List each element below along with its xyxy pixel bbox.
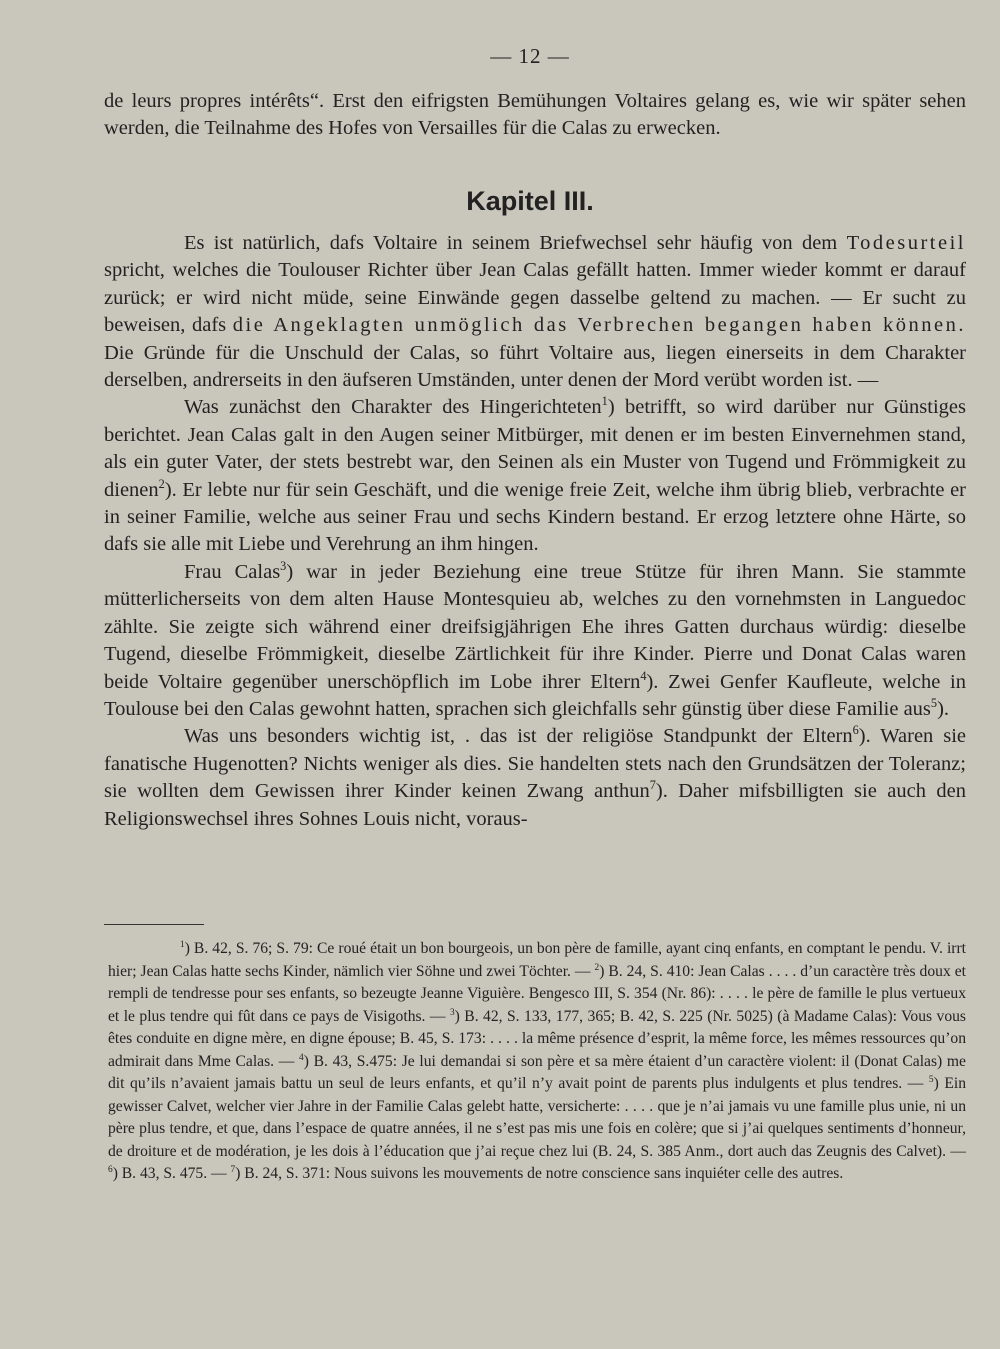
footnote-4: ) B. 43, S.475: Je lui demandai si son père et sa mère étaient d’un caractère violent: il (Donat Calas) me dit qu’ils n’avaient jamais battu un seul de leurs enfants, et qu’il n’y avait point de parents plus indulgents et plus tendres. — <box>108 1052 966 1092</box>
footnote-mark-1: 1 <box>180 939 185 950</box>
intro-text: de leurs propres intérêts“. Erst den eifrigsten Bemühungen Voltaires gelang es, wie wir später sehen werden, die Teilnahme des Hofes von Versailles für die Calas zu erwecken. <box>104 90 966 140</box>
footnote-mark-2: 2 <box>594 962 600 973</box>
footnote-ref-2: 2 <box>158 476 165 491</box>
footnote-ref-7: 7 <box>649 778 656 793</box>
p1-spaced-todesurteil: Todesurteil <box>846 232 966 254</box>
footnote-ref-3: 3 <box>280 559 287 574</box>
paragraph-1 <box>104 230 966 394</box>
intro-paragraph <box>104 88 966 143</box>
footnote-5: ) Ein gewisser Calvet, welcher vier Jahre in der Familie Calas gelebt hatte, versicherte: . . . . que je n’ai jamais vu une famille plus unie, ni un père plus tendre, et que, dans l’espace de quatre années, il ne s’est pas mis une fois en colère; que si j’ai quelques sentiments d’honneur, de droiture et de modération, je les dois à l’éducation que j’ai reçue chez lui (B. 24, S. 385 Anm., dort auch das Zeugnis des Calvet). — <box>108 1075 966 1160</box>
paragraph-2 <box>104 394 966 558</box>
page-number: — 12 — <box>490 44 570 68</box>
footnote-mark-5: 5 <box>928 1074 934 1085</box>
p1-text-c: spricht, welches die Toulouser Richter über Jean Calas gefällt hatten. Immer wieder kommt er darauf zurück; er wird nicht müde, seine Einwände gegen dasselbe geltend zu machen. — Er sucht zu beweisen, dafs <box>104 259 966 337</box>
p1-spaced-claim: die Angeklagten unmöglich das Verbrechen begangen haben können. <box>232 314 966 337</box>
footnote-mark-3: 3 <box>449 1007 455 1018</box>
p2-text-b: ) betrifft, so wird darüber nur Günstiges berichtet. Jean Calas galt in den Augen seiner Mitbürger, mit denen er im besten Einvernehmen stand, als ein guter Vater, der stets bestrebt war, den Seinen als ein Muster von Tugend und Frömmigkeit zu dienen <box>104 396 966 501</box>
footnote-ref-1: 1 <box>601 394 608 409</box>
footnote-mark-4: 4 <box>299 1052 304 1063</box>
paragraph-3 <box>104 559 966 723</box>
footnote-1: ) B. 42, S. 76; S. 79: Ce roué était un bon bourgeois, un bon père de famille, ayant cinq enfants, en comptant le pendu. V. irrt hier; Jean Calas hatte sechs Kinder, nämlich vier Söhne und zwei Töchter. — <box>108 940 966 980</box>
p1-text-a: Es ist natürlich, dafs Voltaire in seinem Briefwechsel sehr häufig von dem <box>184 232 847 254</box>
p3-text-a: Frau Calas <box>184 560 281 583</box>
p1-text-e: Die Gründe für die Unschuld der Calas, so führt Voltaire aus, liegen einerseits in dem Charakter derselben, andrerseits in den äufseren Umständen, unter denen der Mord verübt worden ist. — <box>104 341 966 392</box>
p4-text-c: ). Daher mifsbilligten sie auch den Religionswechsel ihres Sohnes Louis nicht, voraus- <box>104 780 966 830</box>
footnote-6: ) B. 43, S. 475. — <box>112 1165 231 1182</box>
p3-text-d: ). <box>937 697 950 720</box>
footnote-ref-5: 5 <box>930 696 938 711</box>
footnote-text <box>108 938 966 1186</box>
paragraph-4 <box>104 723 966 833</box>
footnote-7: ) B. 24, S. 371: Nous suivons les mouvements de notre conscience sans inquiéter celle des autres. <box>235 1165 844 1182</box>
footnote-mark-7: 7 <box>230 1164 236 1175</box>
p2-text-a: Was zunächst den Charakter des Hingerichteten <box>184 396 602 419</box>
footnote-mark-6: 6 <box>108 1164 113 1175</box>
p3-text-c: ). Zwei Genfer Kaufleute, welche in Toulouse bei den Calas gewohnt hatten, sprachen sich gleichfalls sehr günstig über diese Familie aus <box>104 670 966 720</box>
footnote-3: ) B. 42, S. 133, 177, 365; B. 42, S. 225 (Nr. 5025) (à Madame Calas): Vous vous êtes conduite en digne mère, en digne épouse; B. 45, S. 173: . . . . la même présence d’esprit, la même force, les mêmes ressources qu’on admirait dans Mme Calas. — <box>108 1007 966 1070</box>
body-text <box>104 230 966 833</box>
p3-text-b: ) war in jeder Beziehung eine treue Stütze für ihren Mann. Sie stammte mütterlicherseits von dem alten Hause Montesquieu ab, welches zu den vornehmsten in Languedoc zählte. Sie zeigte sich während einer dreifsigjährigen Ehe ihres Gatten durchaus würdig: dieselbe Tugend, dieselbe Frömmigkeit, dieselbe Zärtlichkeit für ihre Kinder. Pierre und Donat Calas waren beide Voltaire gegenüber unerschöpflich im Lobe ihrer Eltern <box>104 560 966 693</box>
footnote-divider <box>104 924 204 925</box>
p2-text-c: ). Er lebte nur für sein Geschäft, und die wenige freie Zeit, welche ihm übrig blieb, verbrachte er in seiner Familie, welche aus seiner Frau und sechs Kindern bestand. Er erzog letztere ohne Härte, so dafs sie alle mit Liebe und Verehrung an ihm hingen. <box>104 478 966 556</box>
footnote-ref-6: 6 <box>852 723 859 738</box>
p4-text-a: Was uns besonders wichtig ist, . das ist der religiöse Standpunkt der Eltern <box>184 725 853 748</box>
footnote-ref-4: 4 <box>640 668 647 683</box>
p4-text-b: ). Waren sie fanatische Hugenotten? Nichts weniger als dies. Sie handelten stets nach den Grundsätzen der Toleranz; sie wollten dem Gewissen ihrer Kinder keinen Zwang anthun <box>104 725 966 803</box>
chapter-heading: Kapitel III. <box>466 186 594 216</box>
footnotes <box>108 938 966 1186</box>
footnote-2: ) B. 24, S. 410: Jean Calas . . . . d’un caractère très doux et rempli de tendresse pour ses enfants, so bezeugte Jeanne Viguière. Bengesco III, S. 354 (Nr. 86): . . . . le père de famille le plus vertueux et le plus tendre qui fût dans ce pays de Visigoths. — <box>108 962 966 1025</box>
